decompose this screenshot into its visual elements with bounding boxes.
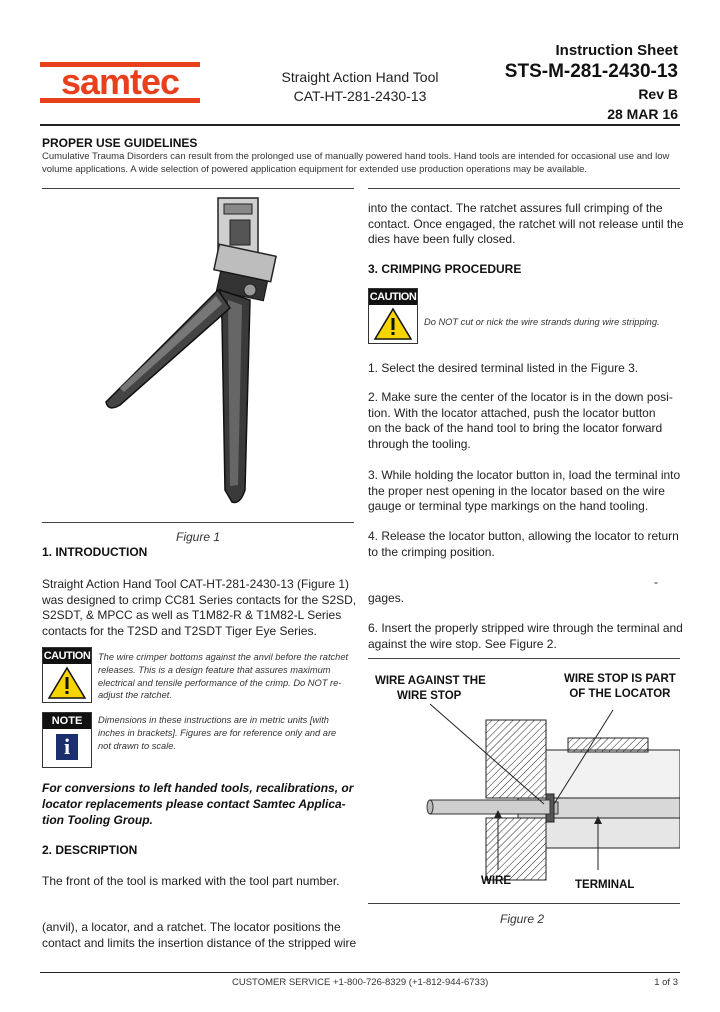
figure2-caption: Figure 2: [500, 912, 545, 926]
fig2-label-terminal: TERMINAL: [575, 879, 635, 891]
description-line-1: The front of the tool is marked with the tool part number.: [42, 874, 340, 888]
step-2-line: through the tooling.: [368, 436, 471, 451]
step-4-line: 4. Release the locator button, allowing the locator to return: [368, 529, 679, 543]
note-text: [98, 714, 336, 752]
fig2-label-line: OF THE LOCATOR: [569, 688, 671, 700]
figure1-hand-tool: [100, 190, 300, 510]
fig2-label-wire-against: [375, 674, 486, 704]
caution-label: CAUTION: [43, 650, 91, 662]
header-center: [250, 68, 470, 106]
proper-use-line-1: Cumulative Trauma Disorders can result from the prolonged use of manually powered hand tools. Hand tools are intended for occasional use and low: [42, 151, 670, 162]
step-2-line: on the back of the hand tool to bring the locator forward: [368, 421, 663, 435]
fig2-label-line: WIRE STOP: [397, 690, 462, 702]
caution-icon-1: [42, 647, 92, 703]
note-icon: [42, 712, 92, 768]
page-number: 1 of 3: [654, 977, 678, 988]
contact-note-line: locator replacements please contact Samtec Applica-: [42, 797, 346, 811]
ratchet-line: into the contact. The ratchet assures full crimping of the: [368, 201, 663, 215]
figure2-top-rule: [368, 658, 680, 659]
intro-heading: 1. INTRODUCTION: [42, 545, 148, 559]
customer-service: CUSTOMER SERVICE +1-800-726-8329 (+1-812-944-6733): [232, 977, 489, 988]
right-column-rule: [368, 188, 680, 189]
figure1-rule: [42, 522, 354, 523]
step-4: [368, 529, 679, 560]
fig2-label-wire-stop: [564, 672, 676, 702]
ratchet-line: dies have been fully closed.: [368, 232, 516, 246]
step-3-line: the proper nest opening in the locator based on the wire: [368, 483, 665, 498]
caution-1-line: The wire crimper bottoms against the anvil before the ratchet: [98, 652, 349, 662]
intro-line: Straight Action Hand Tool CAT-HT-281-2430-13 (Figure 1): [42, 577, 350, 591]
figure2-bottom-rule: [368, 903, 680, 904]
tool-part-number: CAT-HT-281-2430-13: [293, 88, 427, 104]
figure1-caption: Figure 1: [176, 530, 221, 544]
left-column-rule: [42, 188, 354, 189]
date: 28 MAR 16: [607, 106, 678, 122]
caution-2-text: Do NOT cut or nick the wire strands during wire stripping.: [424, 317, 660, 327]
header-divider: [40, 124, 680, 126]
contact-note-line: tion Tooling Group.: [42, 813, 153, 827]
step-2-line: tion. With the locator attached, push the locator button: [368, 405, 656, 420]
note-line: inches in brackets]. Figures are for reference only and are: [98, 727, 337, 738]
caution-1-line: releases. This is a design feature that assures maximum: [98, 664, 331, 675]
contact-note: [42, 780, 353, 828]
revision: Rev B: [638, 86, 678, 102]
proper-use-text: [42, 150, 692, 176]
fig2-label-wire: WIRE: [481, 875, 512, 887]
step-3: [368, 468, 680, 515]
sheet-title: Instruction Sheet: [555, 42, 678, 59]
ratchet-line: contact. Once engaged, the ratchet will not release until the: [368, 216, 684, 231]
header-right: [505, 42, 678, 124]
logo-wordmark: samtec: [60, 61, 180, 102]
fig2-label-line: WIRE AGAINST THE: [375, 675, 486, 687]
intro-line: was designed to crimp CC81 Series contacts for the S2SD,: [42, 592, 357, 607]
fig2-label-line: WIRE STOP IS PART: [564, 673, 676, 685]
info-icon: i: [56, 734, 78, 760]
description-heading: 2. DESCRIPTION: [42, 843, 138, 857]
step-2-line: 2. Make sure the center of the locator is in the down posi-: [368, 390, 673, 404]
step-6: [368, 621, 683, 652]
step-3-line: 3. While holding the locator button in, load the terminal into: [368, 468, 681, 482]
sheet-number: STS-M-281-2430-13: [504, 61, 678, 82]
crimping-heading: 3. CRIMPING PROCEDURE: [368, 262, 522, 276]
description-line-3: contact and limits the insertion distance of the stripped wire: [42, 936, 357, 950]
step-1: 1. Select the desired terminal listed in the Figure 3.: [368, 361, 639, 375]
footer-rule: [40, 972, 680, 973]
step-6-line: against the wire stop. See Figure 2.: [368, 636, 557, 651]
intro-line: S2SDT, & MPCC as well as T1M82-R & T1M82-L Series: [42, 608, 342, 622]
caution-1-line: adjust the ratchet.: [98, 690, 172, 701]
intro-line: contacts for the T2SD and T2SDT Tiger Eye Series.: [42, 623, 317, 638]
proper-use-heading: PROPER USE GUIDELINES: [42, 136, 198, 150]
step-5-gages: gages.: [368, 591, 405, 605]
note-line: Dimensions in these instructions are in metric units [with: [98, 715, 329, 725]
intro-paragraph: [42, 577, 356, 639]
ratchet-paragraph: [368, 201, 684, 248]
contact-note-line: For conversions to left handed tools, recalibrations, or: [42, 781, 354, 795]
caution-1-line: electrical and tensile performance of the crimp. Do NOT re-: [98, 677, 342, 688]
step-6-line: 6. Insert the properly stripped wire through the terminal and: [368, 621, 683, 635]
note-label: NOTE: [43, 713, 91, 729]
step-3-line: gauge or terminal type markings on the hand tooling.: [368, 499, 649, 513]
samtec-logo: [40, 60, 200, 104]
caution-label-2: CAUTION: [369, 291, 417, 303]
warning-triangle-icon: [369, 305, 417, 343]
step-4-line: to the crimping position.: [368, 544, 495, 559]
description-line-2: (anvil), a locator, and a ratchet. The locator positions the: [42, 920, 341, 934]
proper-use-line-2: volume applications. A wide selection of powered application equipment for extended use production operations may be available.: [42, 164, 588, 175]
warning-triangle-icon: [43, 664, 91, 702]
caution-1-text: [98, 651, 348, 702]
note-line: not drawn to scale.: [98, 740, 177, 751]
step-5-dash: -: [654, 575, 658, 589]
doc-type: Straight Action Hand Tool: [281, 69, 439, 85]
caution-icon-2: [368, 288, 418, 344]
step-2: [368, 390, 673, 452]
